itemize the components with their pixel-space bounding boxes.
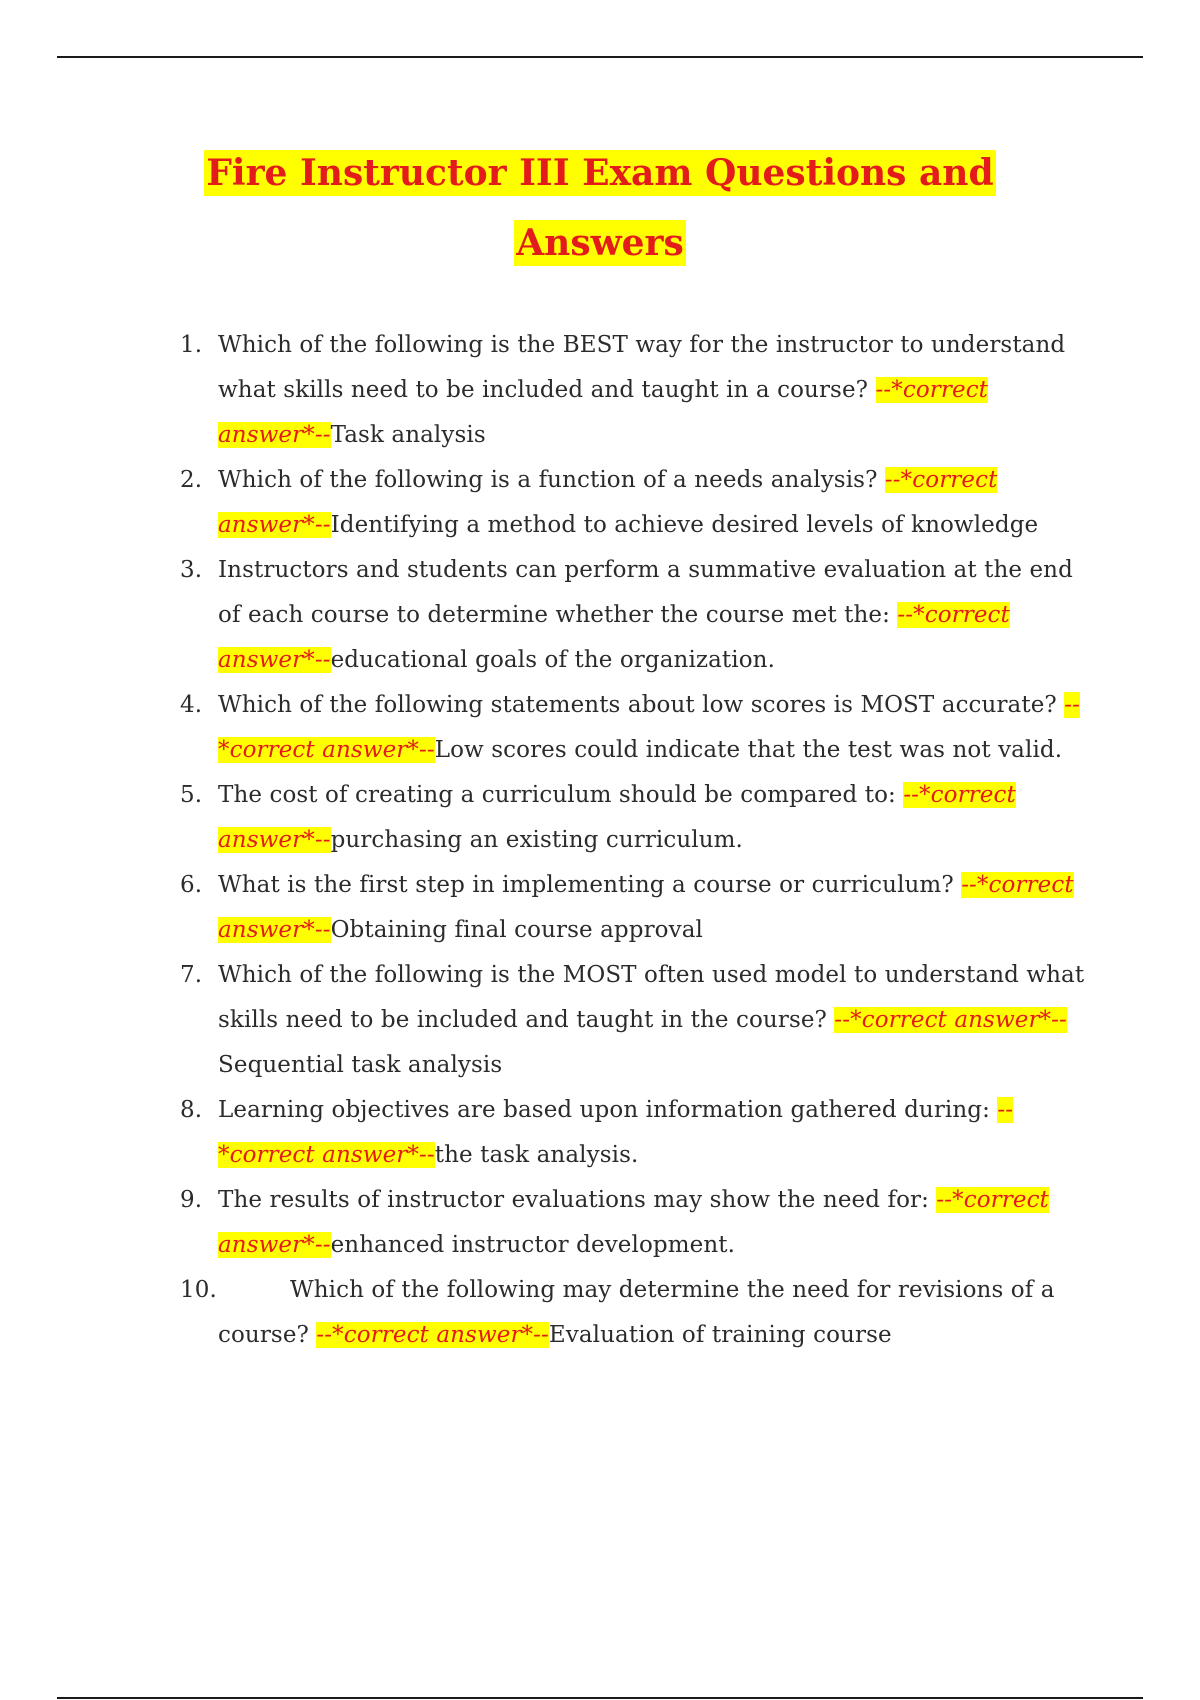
- question-text: Learning objectives are based upon information gathered during:: [218, 1097, 998, 1123]
- answer-text: Sequential task analysis: [218, 1052, 503, 1078]
- answer-marker: --*correct answer*--: [218, 377, 989, 448]
- answer-marker: --*correct answer*--: [218, 782, 1016, 853]
- answer-marker: --*correct answer*--: [218, 1097, 1014, 1168]
- answer-marker: --*correct answer*--: [218, 872, 1074, 943]
- question-item-5: [180, 773, 1100, 863]
- question-number: 6.: [180, 872, 203, 898]
- question-item-9: [180, 1178, 1100, 1268]
- answer-marker: --*correct answer*--: [218, 692, 1081, 763]
- document-title: [0, 138, 1200, 278]
- answer-marker: --*correct answer*--: [834, 1007, 1067, 1033]
- question-item-1: [180, 323, 1100, 458]
- question-number: 7.: [180, 962, 203, 988]
- question-text: Which of the following is the BEST way for the instructor to understand what skills need to be included and taught in a course?: [218, 332, 1066, 403]
- question-item-6: [180, 863, 1100, 953]
- question-text: Which of the following is the MOST often used model to understand what skills need to be included and taught in the course?: [218, 962, 1085, 1033]
- answer-text: Evaluation of training course: [548, 1322, 892, 1348]
- question-item-10: [180, 1268, 1100, 1358]
- answer-marker: --*correct answer*--: [218, 602, 1010, 673]
- answer-text: the task analysis.: [434, 1142, 639, 1168]
- question-item-7: [180, 953, 1100, 1088]
- top-rule: [57, 56, 1143, 58]
- question-text: What is the first step in implementing a course or curriculum?: [218, 872, 962, 898]
- answer-text: educational goals of the organization.: [330, 647, 776, 673]
- title-line-1: Fire Instructor III Exam Questions and: [206, 152, 994, 194]
- question-number: 5.: [180, 782, 203, 808]
- bottom-rule: [57, 1697, 1143, 1699]
- question-text: Which of the following is a function of a needs analysis?: [218, 467, 885, 493]
- question-text: Which of the following may determine the need for revisions of a course?: [218, 1277, 1055, 1348]
- answer-marker: --*correct answer*--: [218, 467, 998, 538]
- question-number: 4.: [180, 692, 203, 718]
- question-text: Which of the following statements about low scores is MOST accurate?: [218, 692, 1065, 718]
- question-item-2: [180, 458, 1100, 548]
- question-number: 10.: [180, 1277, 217, 1303]
- question-number: 8.: [180, 1097, 203, 1123]
- question-number: 2.: [180, 467, 203, 493]
- question-item-8: [180, 1088, 1100, 1178]
- question-item-4: [180, 683, 1100, 773]
- answer-text: Identifying a method to achieve desired levels of knowledge: [330, 512, 1039, 538]
- question-number: 9.: [180, 1187, 203, 1213]
- answer-marker: --*correct answer*--: [218, 1187, 1049, 1258]
- question-text: The results of instructor evaluations may show the need for:: [218, 1187, 937, 1213]
- title-line-2: Answers: [516, 222, 684, 264]
- question-number: 3.: [180, 557, 203, 583]
- answer-text: enhanced instructor development.: [330, 1232, 736, 1258]
- question-number: 1.: [180, 332, 203, 358]
- answer-text: Obtaining final course approval: [330, 917, 703, 943]
- question-item-3: [180, 548, 1100, 683]
- question-list: [180, 323, 1100, 1358]
- answer-marker: --*correct answer*--: [316, 1322, 549, 1348]
- answer-text: purchasing an existing curriculum.: [330, 827, 743, 853]
- answer-text: Low scores could indicate that the test was not valid.: [434, 737, 1063, 763]
- answer-text: Task analysis: [330, 422, 486, 448]
- question-text: The cost of creating a curriculum should be compared to:: [218, 782, 904, 808]
- question-body: [218, 1268, 1100, 1358]
- question-text: Instructors and students can perform a summative evaluation at the end of each course to determine whether the course met the:: [218, 557, 1073, 628]
